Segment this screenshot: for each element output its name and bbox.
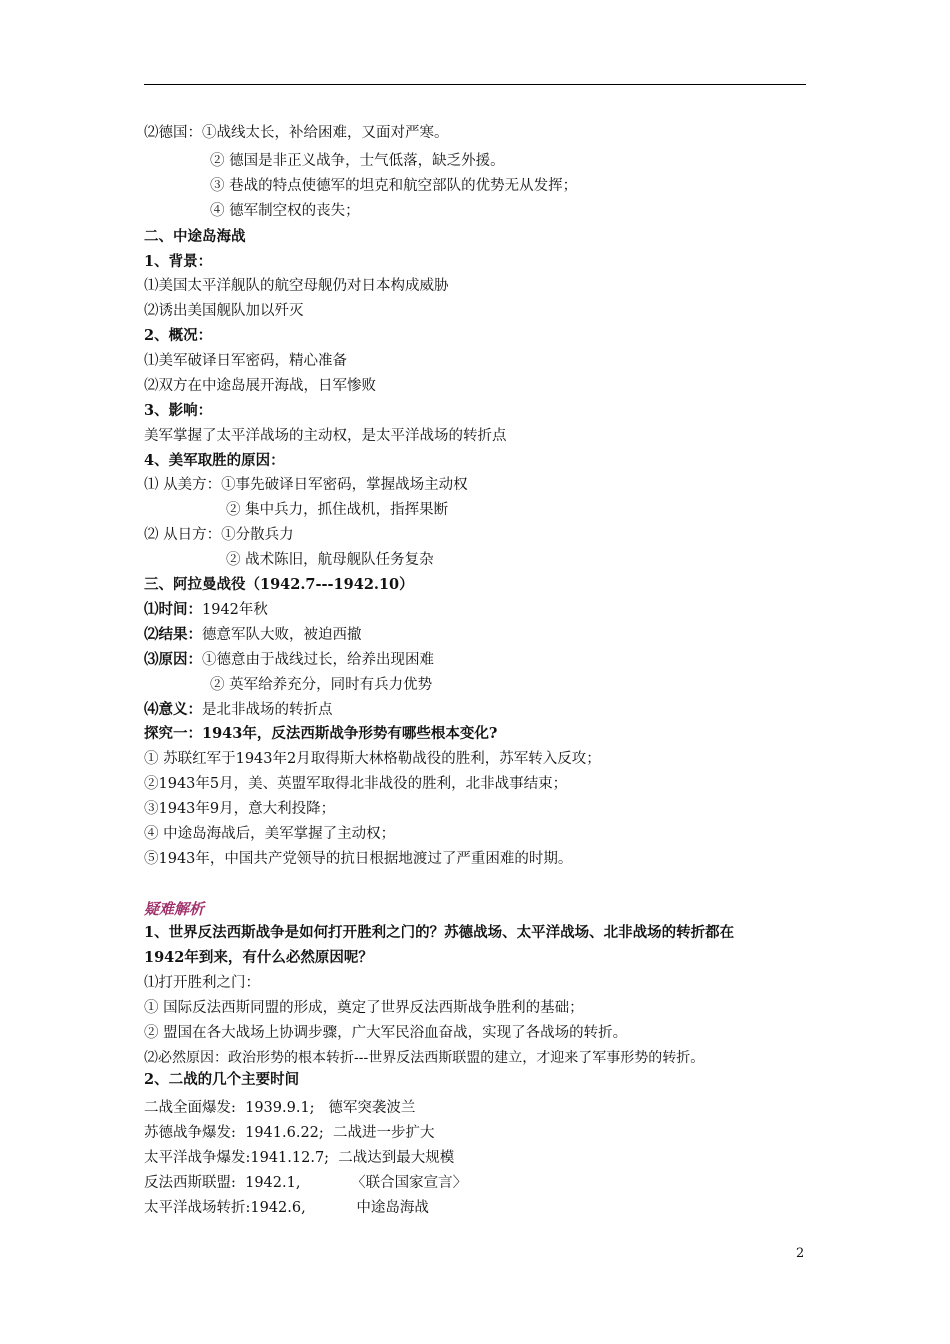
text-line: ⑵ 从日方：①分散兵力 [144,527,294,543]
timeline-row: 太平洋战争爆发:1941.12.7; 二战达到最大规模 [144,1150,455,1166]
page-number: 2 [796,1246,805,1261]
text-line: ②1943年5月，美、英盟军取得北非战役的胜利，北非战事结束； [144,776,568,792]
subsection-heading: 3、影响： [144,402,213,419]
text-line [144,650,434,670]
item-marker: ⑴ [144,601,159,618]
item-value: ①德意由于战线过长，给养出现困难 [202,652,434,668]
text-line: ② 德国是非正义战争，士气低落，缺乏外援。 [210,153,505,169]
text-line: ⑴美国太平洋舰队的航空母舰仍对日本构成威胁 [144,278,449,294]
text-line: ⑵德国：①战线太长，补给困难，又面对严寒。 [144,125,449,141]
text-line: ⑴美军破译日军密码，精心准备 [144,353,347,369]
item-label: 结果： [158,626,202,643]
inquiry-heading: 探究一：1943年，反法西斯战争形势有哪些根本变化? [144,725,498,742]
text-line: ⑵双方在中途岛展开海战，日军惨败 [144,378,376,394]
text-line: ④ 德军制空权的丧失； [210,203,360,219]
text-line [144,600,268,620]
text-line: ③ 巷战的特点使德军的坦克和航空部队的优势无从发挥； [210,178,578,194]
text-line: ① 苏联红军于1943年2月取得斯大林格勒战役的胜利，苏军转入反攻； [144,751,601,767]
question-line: 1942年到来，有什么必然原因呢？ [144,949,373,966]
text-line: ② 盟国在各大战场上协调步骤，广大军民浴血奋战，实现了各战场的转折。 [144,1025,628,1041]
section-heading: 二、中途岛海战 [144,228,246,245]
text-line: 美军掌握了太平洋战场的主动权，是太平洋战场的转折点 [144,428,507,444]
subsection-heading: 2、二战的几个主要时间 [144,1071,300,1088]
text-line: ③1943年9月，意大利投降； [144,801,336,817]
subsection-heading: 4、美军取胜的原因： [144,452,285,469]
text-line: ⑴打开胜利之门： [144,975,260,991]
item-value: 1942年秋 [202,602,268,618]
text-line: ⑵必然原因：政治形势的根本转折---世界反法西斯联盟的建立，才迎来了军事形势的转折。 [144,1050,705,1066]
text-line: ④ 中途岛海战后，美军掌握了主动权； [144,826,396,842]
subsection-heading: 1、背景： [144,253,213,270]
text-line: ② 英军给养充分，同时有兵力优势 [210,677,433,693]
item-label: 时间： [158,601,202,618]
item-value: 是北非战场的转折点 [202,702,333,718]
item-marker: ⑷ [144,701,159,718]
text-line: ⑵诱出美国舰队加以歼灭 [144,303,304,319]
text-line [144,700,333,720]
header-rule [144,84,806,85]
analysis-heading: 疑难解析 [144,900,205,918]
timeline-row: 反法西斯联盟: 1942.1, 〈联合国家宣言〉 [144,1175,468,1191]
question-line: 1、世界反法西斯战争是如何打开胜利之门的？苏德战场、太平洋战场、北非战场的转折都在 [144,924,735,941]
item-marker: ⑶ [144,651,159,668]
text-line: ② 集中兵力，抓住战机，指挥果断 [226,502,449,518]
timeline-row: 太平洋战场转折:1942.6, 中途岛海战 [144,1200,429,1216]
item-label: 意义： [158,701,202,718]
item-marker: ⑵ [144,626,159,643]
text-line: ⑴ 从美方：①事先破译日军密码，掌握战场主动权 [144,477,468,493]
text-line [144,625,362,645]
timeline-row: 二战全面爆发: 1939.9.1; 德军突袭波兰 [144,1100,416,1116]
item-value: 德意军队大败，被迫西撤 [202,627,362,643]
timeline-row: 苏德战争爆发: 1941.6.22; 二战进一步扩大 [144,1125,435,1141]
item-label: 原因： [158,651,202,668]
text-line: ① 国际反法西斯同盟的形成，奠定了世界反法西斯战争胜利的基础； [144,1000,584,1016]
subsection-heading: 2、概况： [144,327,213,344]
text-line: ⑤1943年，中国共产党领导的抗日根据地渡过了严重困难的时期。 [144,851,573,867]
text-line: ② 战术陈旧，航母舰队任务复杂 [226,552,434,568]
section-heading: 三、阿拉曼战役（1942.7---1942.10） [144,576,414,593]
